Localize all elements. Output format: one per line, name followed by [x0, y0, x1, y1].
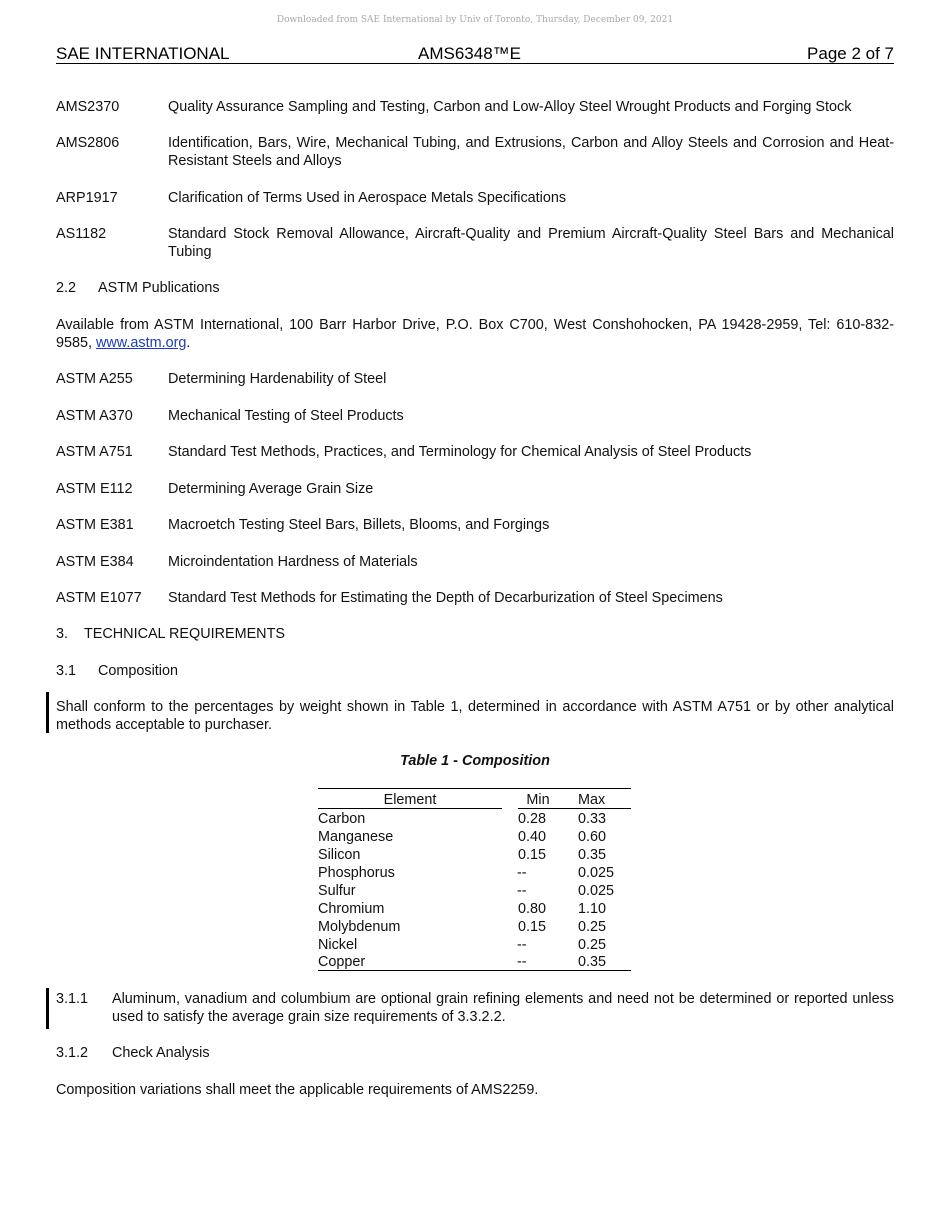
ref-code: ARP1917	[56, 190, 118, 206]
table-cell-max: 0.025	[578, 865, 615, 881]
ref-text: Determining Hardenability of Steel	[168, 371, 387, 387]
table-cell-min: 0.40	[518, 829, 547, 845]
table-cell-min: --	[517, 865, 527, 881]
table-header-min: Min	[526, 792, 550, 808]
table-cell-element: Silicon	[318, 847, 361, 863]
section-number: 2.2	[56, 280, 77, 296]
section-title: Check Analysis	[112, 1045, 210, 1061]
table-cell-min: 0.28	[518, 811, 547, 827]
availability-text-end: .	[186, 335, 191, 351]
ref-text: Microindentation Hardness of Materials	[168, 554, 418, 570]
astm-availability-paragraph	[56, 316, 894, 352]
ref-code: AMS2806	[56, 135, 120, 151]
header-rule	[56, 63, 894, 64]
table-header-rule	[318, 808, 502, 809]
ref-text: Standard Test Methods for Estimating the Depth of Decarburization of Steel Specimens	[168, 590, 723, 606]
table-cell-min: --	[517, 937, 527, 953]
ref-code: ASTM A370	[56, 408, 133, 424]
ref-code: ASTM E381	[56, 517, 134, 533]
table-cell-element: Nickel	[318, 937, 358, 953]
ref-text: Clarification of Terms Used in Aerospace Metals Specifications	[168, 190, 567, 206]
ref-text: Macroetch Testing Steel Bars, Billets, Blooms, and Forgings	[168, 517, 550, 533]
section-number: 3.1.1	[56, 991, 89, 1007]
section-number: 3.1	[56, 663, 77, 679]
ref-code: ASTM E1077	[56, 590, 142, 606]
check-analysis-paragraph: Composition variations shall meet the applicable requirements of AMS2259.	[56, 1082, 539, 1098]
table-cell-max: 1.10	[578, 901, 607, 917]
availability-text: Available from ASTM International, 100 Barr Harbor Drive, P.O. Box C700, West Conshohocken, PA 19428-2959, Tel: 610-832-9585,	[56, 317, 894, 351]
ref-text: Standard Test Methods, Practices, and Terminology for Chemical Analysis of Steel Products	[168, 444, 752, 460]
table-header-element: Element	[383, 792, 437, 808]
section-title: Composition	[98, 663, 178, 679]
table-cell-max: 0.25	[578, 937, 607, 953]
download-watermark: Downloaded from SAE International by Univ of Toronto, Thursday, December 09, 2021	[276, 15, 674, 25]
table-cell-min: --	[517, 883, 527, 899]
table-cell-max: 0.35	[578, 954, 607, 970]
section-number: 3.	[56, 626, 69, 642]
ref-text: Mechanical Testing of Steel Products	[168, 408, 404, 424]
ref-text: Identification, Bars, Wire, Mechanical Tubing, and Extrusions, Carbon and Alloy Steels and Corrosion and Heat-Resistant Steels and Alloys	[168, 135, 894, 169]
table-cell-min: --	[517, 954, 527, 970]
table-cell-min: 0.15	[518, 919, 547, 935]
table-cell-max: 0.60	[578, 829, 607, 845]
composition-paragraph: Shall conform to the percentages by weight shown in Table 1, determined in accordance with ASTM A751 or by other analytical methods acceptable to purchaser.	[56, 699, 894, 733]
header-org: SAE INTERNATIONAL	[56, 44, 230, 63]
table-header-rule	[518, 808, 631, 809]
section-title: TECHNICAL REQUIREMENTS	[84, 626, 285, 642]
astm-website-link[interactable]: www.astm.org	[96, 335, 187, 351]
table-cell-element: Sulfur	[318, 883, 356, 899]
table-cell-element: Copper	[318, 954, 366, 970]
table-title: Table 1 - Composition	[400, 753, 550, 769]
table-cell-element: Carbon	[318, 811, 366, 827]
ref-text: Standard Stock Removal Allowance, Aircraft-Quality and Premium Aircraft-Quality Steel Bars and Mechanical Tubing	[168, 226, 894, 260]
revision-change-bar	[46, 988, 49, 1029]
section-title: ASTM Publications	[98, 280, 220, 296]
table-header-max: Max	[578, 792, 606, 808]
table-cell-min: 0.80	[518, 901, 547, 917]
table-cell-max: 0.35	[578, 847, 607, 863]
header-page-number: Page 2 of 7	[807, 44, 894, 63]
table-cell-element: Chromium	[318, 901, 385, 917]
table-cell-max: 0.025	[578, 883, 615, 899]
table-cell-max: 0.25	[578, 919, 607, 935]
table-cell-element: Phosphorus	[318, 865, 395, 881]
table-cell-element: Manganese	[318, 829, 394, 845]
ref-code: ASTM A255	[56, 371, 133, 387]
ref-text: Quality Assurance Sampling and Testing, Carbon and Low-Alloy Steel Wrought Products and Forging Stock	[168, 99, 852, 115]
ref-code: AS1182	[56, 226, 107, 242]
ref-code: ASTM E384	[56, 554, 134, 570]
section-number: 3.1.2	[56, 1045, 89, 1061]
table-cell-max: 0.33	[578, 811, 607, 827]
ref-text: Determining Average Grain Size	[168, 481, 374, 497]
ref-code: ASTM E112	[56, 481, 133, 497]
ref-code: AMS2370	[56, 99, 120, 115]
revision-change-bar	[46, 692, 49, 733]
table-cell-element: Molybdenum	[318, 919, 401, 935]
grain-refining-paragraph: Aluminum, vanadium and columbium are optional grain refining elements and need not be determined or reported unless used to satisfy the average grain size requirements of 3.3.2.2.	[112, 991, 894, 1025]
ref-code: ASTM A751	[56, 444, 133, 460]
table-bottom-rule	[318, 970, 631, 971]
table-cell-min: 0.15	[518, 847, 547, 863]
table-top-rule	[318, 788, 631, 789]
header-doc-id: AMS6348™E	[418, 44, 521, 63]
